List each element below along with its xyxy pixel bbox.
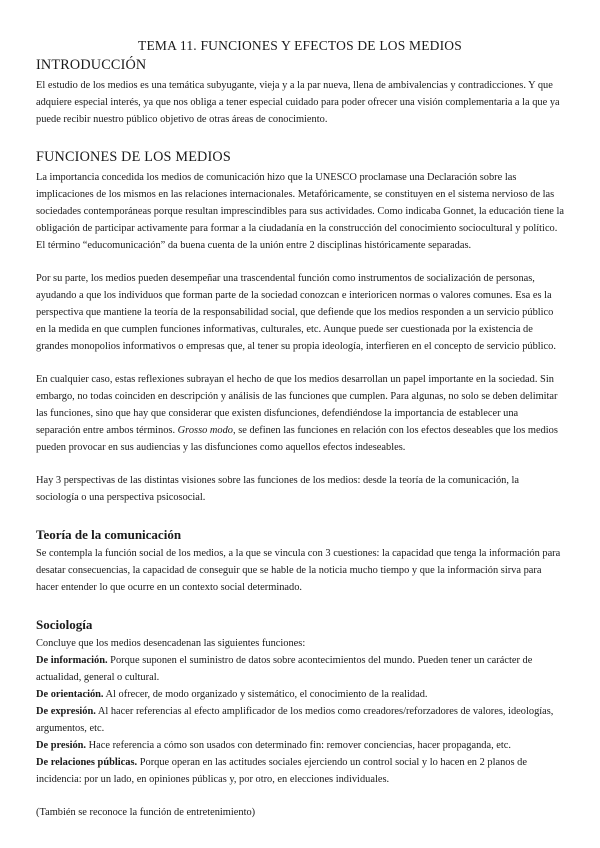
sociologia-intro: Concluye que los medios desencadenan las siguientes funciones: (36, 638, 306, 649)
function-item-presion (36, 737, 564, 754)
p3-italic-phrase: Grosso modo (177, 425, 233, 436)
function-item-relaciones-publicas (36, 754, 564, 788)
p3-text-after: , se definen las funciones en relación con los efectos deseables que los medios pueden provocar en sus audiencias y las disfunciones como aquellos efectos indeseables. (36, 425, 558, 453)
intro-paragraph: El estudio de los medios es una temática subyugante, vieja y a la par nueva, llena de ambivalencias y contradicciones. Y que adquiere especial interés, ya que nos obliga a tener especial cuidado para poder ofrecer una visión complementaria a la que ya puede recibir nuestro público objetivo de otras áreas de conocimiento. (36, 80, 560, 125)
function-text: Porque suponen el suministro de datos sobre acontecimientos del mundo. Pueden tener un carácter de actualidad, general o cultural. (36, 655, 533, 683)
intro-heading: INTRODUCCIÓN (36, 57, 147, 73)
teoria-paragraph: Se contempla la función social de los medios, a la que se vincula con 3 cuestiones: la capacidad que tenga la información para desatar consecuencias, la capacidad de conseguir que se hable de la noticia mucho tiempo y que la información sirva para hacer entender lo que ocurre en un contexto social determinado. (36, 548, 561, 593)
function-text: Al ofrecer, de modo organizado y sistemático, el conocimiento de la realidad. (103, 689, 428, 700)
function-item-expresion (36, 703, 564, 737)
document-title: TEMA 11. FUNCIONES Y EFECTOS DE LOS MEDIOS (138, 38, 462, 53)
function-text: Porque operan en las actitudes sociales ejerciendo un control social y lo hacen en 2 planos de incidencia: por un lado, en opiniones públicas y, por otro, en elecciones individuales. (36, 757, 527, 785)
function-text: Al hacer referencias al efecto amplificador de los medios como creadores/reforzadores de valores, ideologías, argumentos, etc. (36, 706, 554, 734)
function-label: De expresión. (36, 706, 96, 717)
function-label: De orientación. (36, 689, 104, 700)
funciones-heading: FUNCIONES DE LOS MEDIOS (36, 149, 231, 165)
function-label: De presión. (36, 740, 87, 751)
function-label: De relaciones públicas. (36, 757, 138, 768)
funciones-paragraph-4: Hay 3 perspectivas de las distintas visiones sobre las funciones de los medios: desde la teoría de la comunicación, la sociología o una perspectiva psicosocial. (36, 475, 520, 503)
teoria-heading: Teoría de la comunicación (36, 527, 182, 542)
funciones-paragraph-3 (36, 371, 564, 456)
function-item-orientacion (36, 686, 564, 703)
entretenimiento-note: (También se reconoce la función de entretenimiento) (36, 807, 256, 818)
function-label: De información. (36, 655, 108, 666)
function-text: Hace referencia a cómo son usados con determinado fin: remover conciencias, hacer propaganda, etc. (86, 740, 511, 751)
funciones-paragraph-1: La importancia concedida los medios de comunicación hizo que la UNESCO proclamase una Declaración sobre las implicaciones de los mismos en las relaciones internacionales. Metafóricamente, se constituyen en el sistema nervioso de las sociedades contemporáneas porque resultan imprescindibles para sus actividades. Como indicaba Gonnet, la educación tiene la obligación de participar activamente para formar a la ciudadanía en la construcción del conocimiento sociocultural y político. El término “educomunicación” da buena cuenta de la unión entre 2 disciplinas históricamente separadas. (36, 172, 565, 251)
sociologia-heading: Sociología (36, 617, 93, 632)
funciones-paragraph-2: Por su parte, los medios pueden desempeñar una trascendental función como instrumentos de socialización de personas, ayudando a que los individuos que forman parte de la sociedad conozcan e interioricen normas o valores comunes. Esa es la perspectiva que mantiene la teoría de la responsabilidad social, que defiende que los medios responden a un servicio público en la medida en que cumplen funciones informativas, culturales, etc. Aunque puede ser cuestionada por la existencia de grandes monopolios informativos o empresas que, al tener su propia ideología, interfieren en el concepto de servicio público. (36, 273, 556, 352)
function-item-informacion (36, 652, 564, 686)
p3-text-before: En cualquier caso, estas reflexiones subrayan el hecho de que los medios desarrollan un papel importante en la sociedad. Sin embargo, no todas coinciden en descripción y análisis de las funciones que cumplen. Para algunas, no solo se deben delimitar las funciones, sino que hay que considerar que existen disfunciones, defendiéndose la importancia de establecer una separación entre ambos términos. (36, 374, 558, 436)
